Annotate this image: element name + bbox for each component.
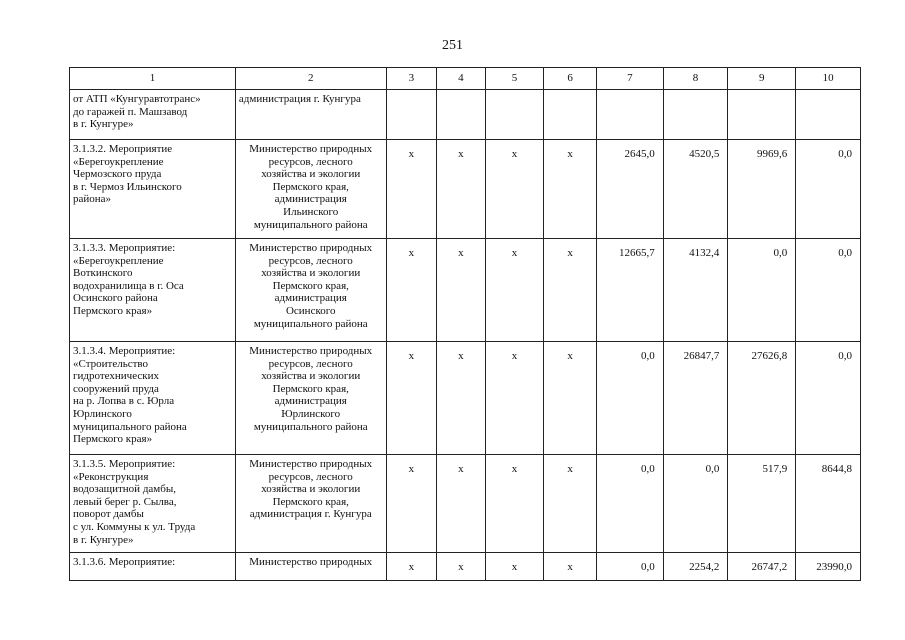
value-cell: 517,9 <box>728 455 796 553</box>
responsible-org-cell: Министерство природных ресурсов, лесного хозяйства и экологии Пермского края, администрация Юрлинского муниципального района <box>235 342 386 455</box>
value-cell: х <box>437 140 486 239</box>
activity-name-cell: 3.1.3.4. Мероприятие: «Строительство гидротехнических сооружений пруда на р. Лопва в с. Юрла Юрлинского муниципального района Пермского края» <box>70 342 236 455</box>
value-cell: 4520,5 <box>663 140 728 239</box>
value-cell: 0,0 <box>596 455 663 553</box>
header-cell: 8 <box>663 68 728 90</box>
header-cell: 6 <box>544 68 597 90</box>
value-cell: х <box>485 342 544 455</box>
value-cell: х <box>386 342 437 455</box>
activity-name-cell: 3.1.3.2. Мероприятие «Берегоукрепление Чермозского пруда в г. Чермоз Ильинского района» <box>70 140 236 239</box>
value-cell: х <box>544 239 597 342</box>
responsible-org-cell: Министерство природных ресурсов, лесного хозяйства и экологии Пермского края, администрация г. Кунгура <box>235 455 386 553</box>
value-cell: 0,0 <box>663 455 728 553</box>
activity-name-cell: 3.1.3.3. Мероприятие: «Берегоукрепление Воткинского водохранилища в г. Оса Осинского района Пермского края» <box>70 239 236 342</box>
value-cell: х <box>437 553 486 581</box>
value-cell <box>437 90 486 140</box>
value-cell: х <box>437 455 486 553</box>
value-cell: х <box>386 553 437 581</box>
header-cell: 5 <box>485 68 544 90</box>
table-row <box>70 90 861 140</box>
value-cell: х <box>485 140 544 239</box>
value-cell: 4132,4 <box>663 239 728 342</box>
value-cell: х <box>544 553 597 581</box>
page-number: 251 <box>442 38 463 53</box>
value-cell: х <box>544 455 597 553</box>
activity-name-cell: 3.1.3.6. Мероприятие: <box>70 553 236 581</box>
value-cell: 0,0 <box>596 342 663 455</box>
activity-name-cell: 3.1.3.5. Мероприятие: «Реконструкция водозащитной дамбы, левый берег р. Сылва, поворот дамбы с ул. Коммуны к ул. Труда в г. Кунгуре» <box>70 455 236 553</box>
value-cell: х <box>437 342 486 455</box>
value-cell: 0,0 <box>796 239 861 342</box>
header-cell: 7 <box>596 68 663 90</box>
header-cell: 3 <box>386 68 437 90</box>
table-row <box>70 455 861 553</box>
table-row <box>70 342 861 455</box>
value-cell: 26847,7 <box>663 342 728 455</box>
table-row <box>70 239 861 342</box>
value-cell <box>485 90 544 140</box>
value-cell: 8644,8 <box>796 455 861 553</box>
header-cell: 10 <box>796 68 861 90</box>
value-cell: 26747,2 <box>728 553 796 581</box>
value-cell: х <box>386 140 437 239</box>
header-cell: 2 <box>235 68 386 90</box>
value-cell <box>386 90 437 140</box>
header-row <box>70 68 861 90</box>
value-cell: х <box>485 239 544 342</box>
responsible-org-cell: администрация г. Кунгура <box>235 90 386 140</box>
value-cell: х <box>485 455 544 553</box>
value-cell: 0,0 <box>796 342 861 455</box>
header-cell: 9 <box>728 68 796 90</box>
value-cell: 2645,0 <box>596 140 663 239</box>
budget-table <box>69 67 861 581</box>
value-cell <box>796 90 861 140</box>
value-cell <box>663 90 728 140</box>
table-row <box>70 553 861 581</box>
table-row <box>70 140 861 239</box>
value-cell: 23990,0 <box>796 553 861 581</box>
value-cell: х <box>386 455 437 553</box>
value-cell: 2254,2 <box>663 553 728 581</box>
responsible-org-cell: Министерство природных ресурсов, лесного хозяйства и экологии Пермского края, администрация Осинского муниципального района <box>235 239 386 342</box>
responsible-org-cell: Министерство природных ресурсов, лесного хозяйства и экологии Пермского края, администрация Ильинского муниципального района <box>235 140 386 239</box>
value-cell: 27626,8 <box>728 342 796 455</box>
value-cell: 0,0 <box>728 239 796 342</box>
value-cell: 12665,7 <box>596 239 663 342</box>
activity-name-cell: от АТП «Кунгуравтотранс» до гаражей п. Машзавод в г. Кунгуре» <box>70 90 236 140</box>
value-cell: х <box>485 553 544 581</box>
value-cell: х <box>437 239 486 342</box>
value-cell: 0,0 <box>596 553 663 581</box>
value-cell: х <box>544 342 597 455</box>
value-cell: х <box>386 239 437 342</box>
value-cell: 9969,6 <box>728 140 796 239</box>
header-cell: 4 <box>437 68 486 90</box>
value-cell <box>728 90 796 140</box>
value-cell: х <box>544 140 597 239</box>
value-cell <box>544 90 597 140</box>
header-cell: 1 <box>70 68 236 90</box>
value-cell: 0,0 <box>796 140 861 239</box>
value-cell <box>596 90 663 140</box>
responsible-org-cell: Министерство природных <box>235 553 386 581</box>
